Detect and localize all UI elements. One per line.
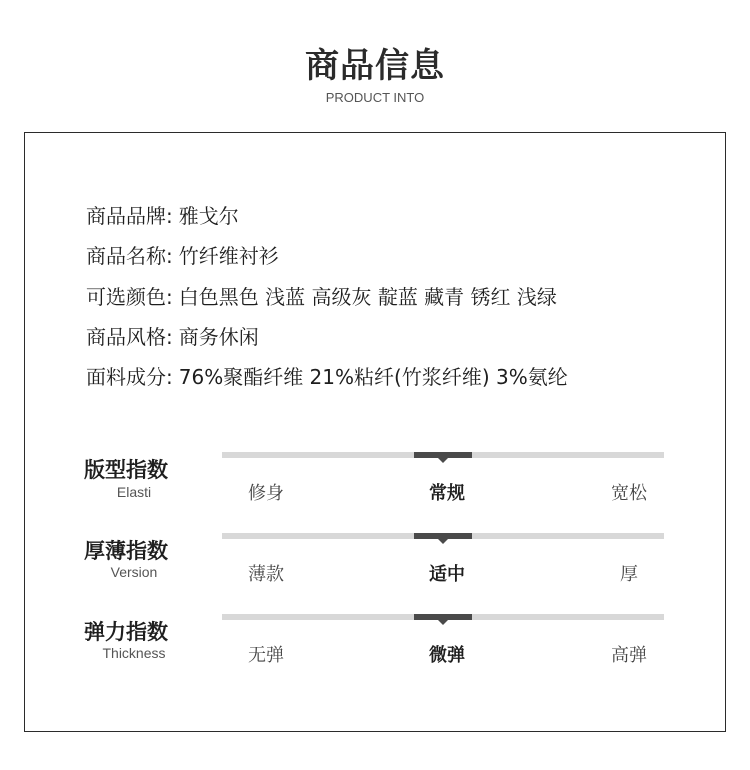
index-title-elasticity: 弹力指数 — [84, 620, 168, 644]
info-value: 雅戈尔 — [178, 204, 239, 228]
info-value: 竹纤维衬衫 — [178, 244, 279, 268]
index-option-thickness-high: 厚 — [620, 564, 638, 585]
index-track-fit — [222, 452, 664, 458]
index-option-fit-mid: 常规 — [429, 483, 465, 504]
index-title-fit: 版型指数 — [84, 458, 168, 482]
info-row-colors — [86, 281, 557, 310]
info-label: 面料成分: — [86, 365, 173, 389]
index-option-elasticity-high: 高弹 — [611, 645, 647, 666]
index-track-elasticity — [222, 614, 664, 620]
info-label: 商品风格: — [86, 325, 173, 349]
index-marker-tip — [438, 620, 448, 625]
info-row-brand — [86, 200, 239, 229]
info-label: 可选颜色: — [86, 285, 173, 309]
index-marker-tip — [438, 539, 448, 544]
index-option-thickness-low: 薄款 — [248, 564, 284, 585]
index-subtitle-elasticity: Thickness — [102, 645, 166, 661]
index-option-elasticity-mid: 微弹 — [429, 645, 465, 666]
info-label: 商品名称: — [86, 244, 173, 268]
info-value: 商务休闲 — [178, 325, 259, 349]
page-subtitle: PRODUCT INTO — [325, 90, 425, 105]
info-row-style — [86, 321, 259, 350]
index-option-elasticity-low: 无弹 — [248, 645, 284, 666]
index-title-thickness: 厚薄指数 — [84, 539, 168, 563]
index-subtitle-fit: Elasti — [116, 484, 152, 500]
index-option-fit-high: 宽松 — [611, 483, 647, 504]
index-subtitle-thickness: Version — [110, 564, 158, 580]
index-track-thickness — [222, 533, 664, 539]
info-row-name — [86, 240, 279, 269]
info-label: 商品品牌: — [86, 204, 173, 228]
info-value: 白色黑色 浅蓝 高级灰 靛蓝 藏青 锈红 浅绿 — [178, 285, 557, 309]
page-title: 商品信息 — [305, 46, 445, 86]
info-row-fabric — [86, 361, 568, 390]
index-marker-tip — [438, 458, 448, 463]
index-option-fit-low: 修身 — [248, 483, 284, 504]
index-option-thickness-mid: 适中 — [429, 564, 465, 585]
info-value: 76%聚酯纤维 21%粘纤(竹浆纤维) 3%氨纶 — [178, 365, 568, 389]
